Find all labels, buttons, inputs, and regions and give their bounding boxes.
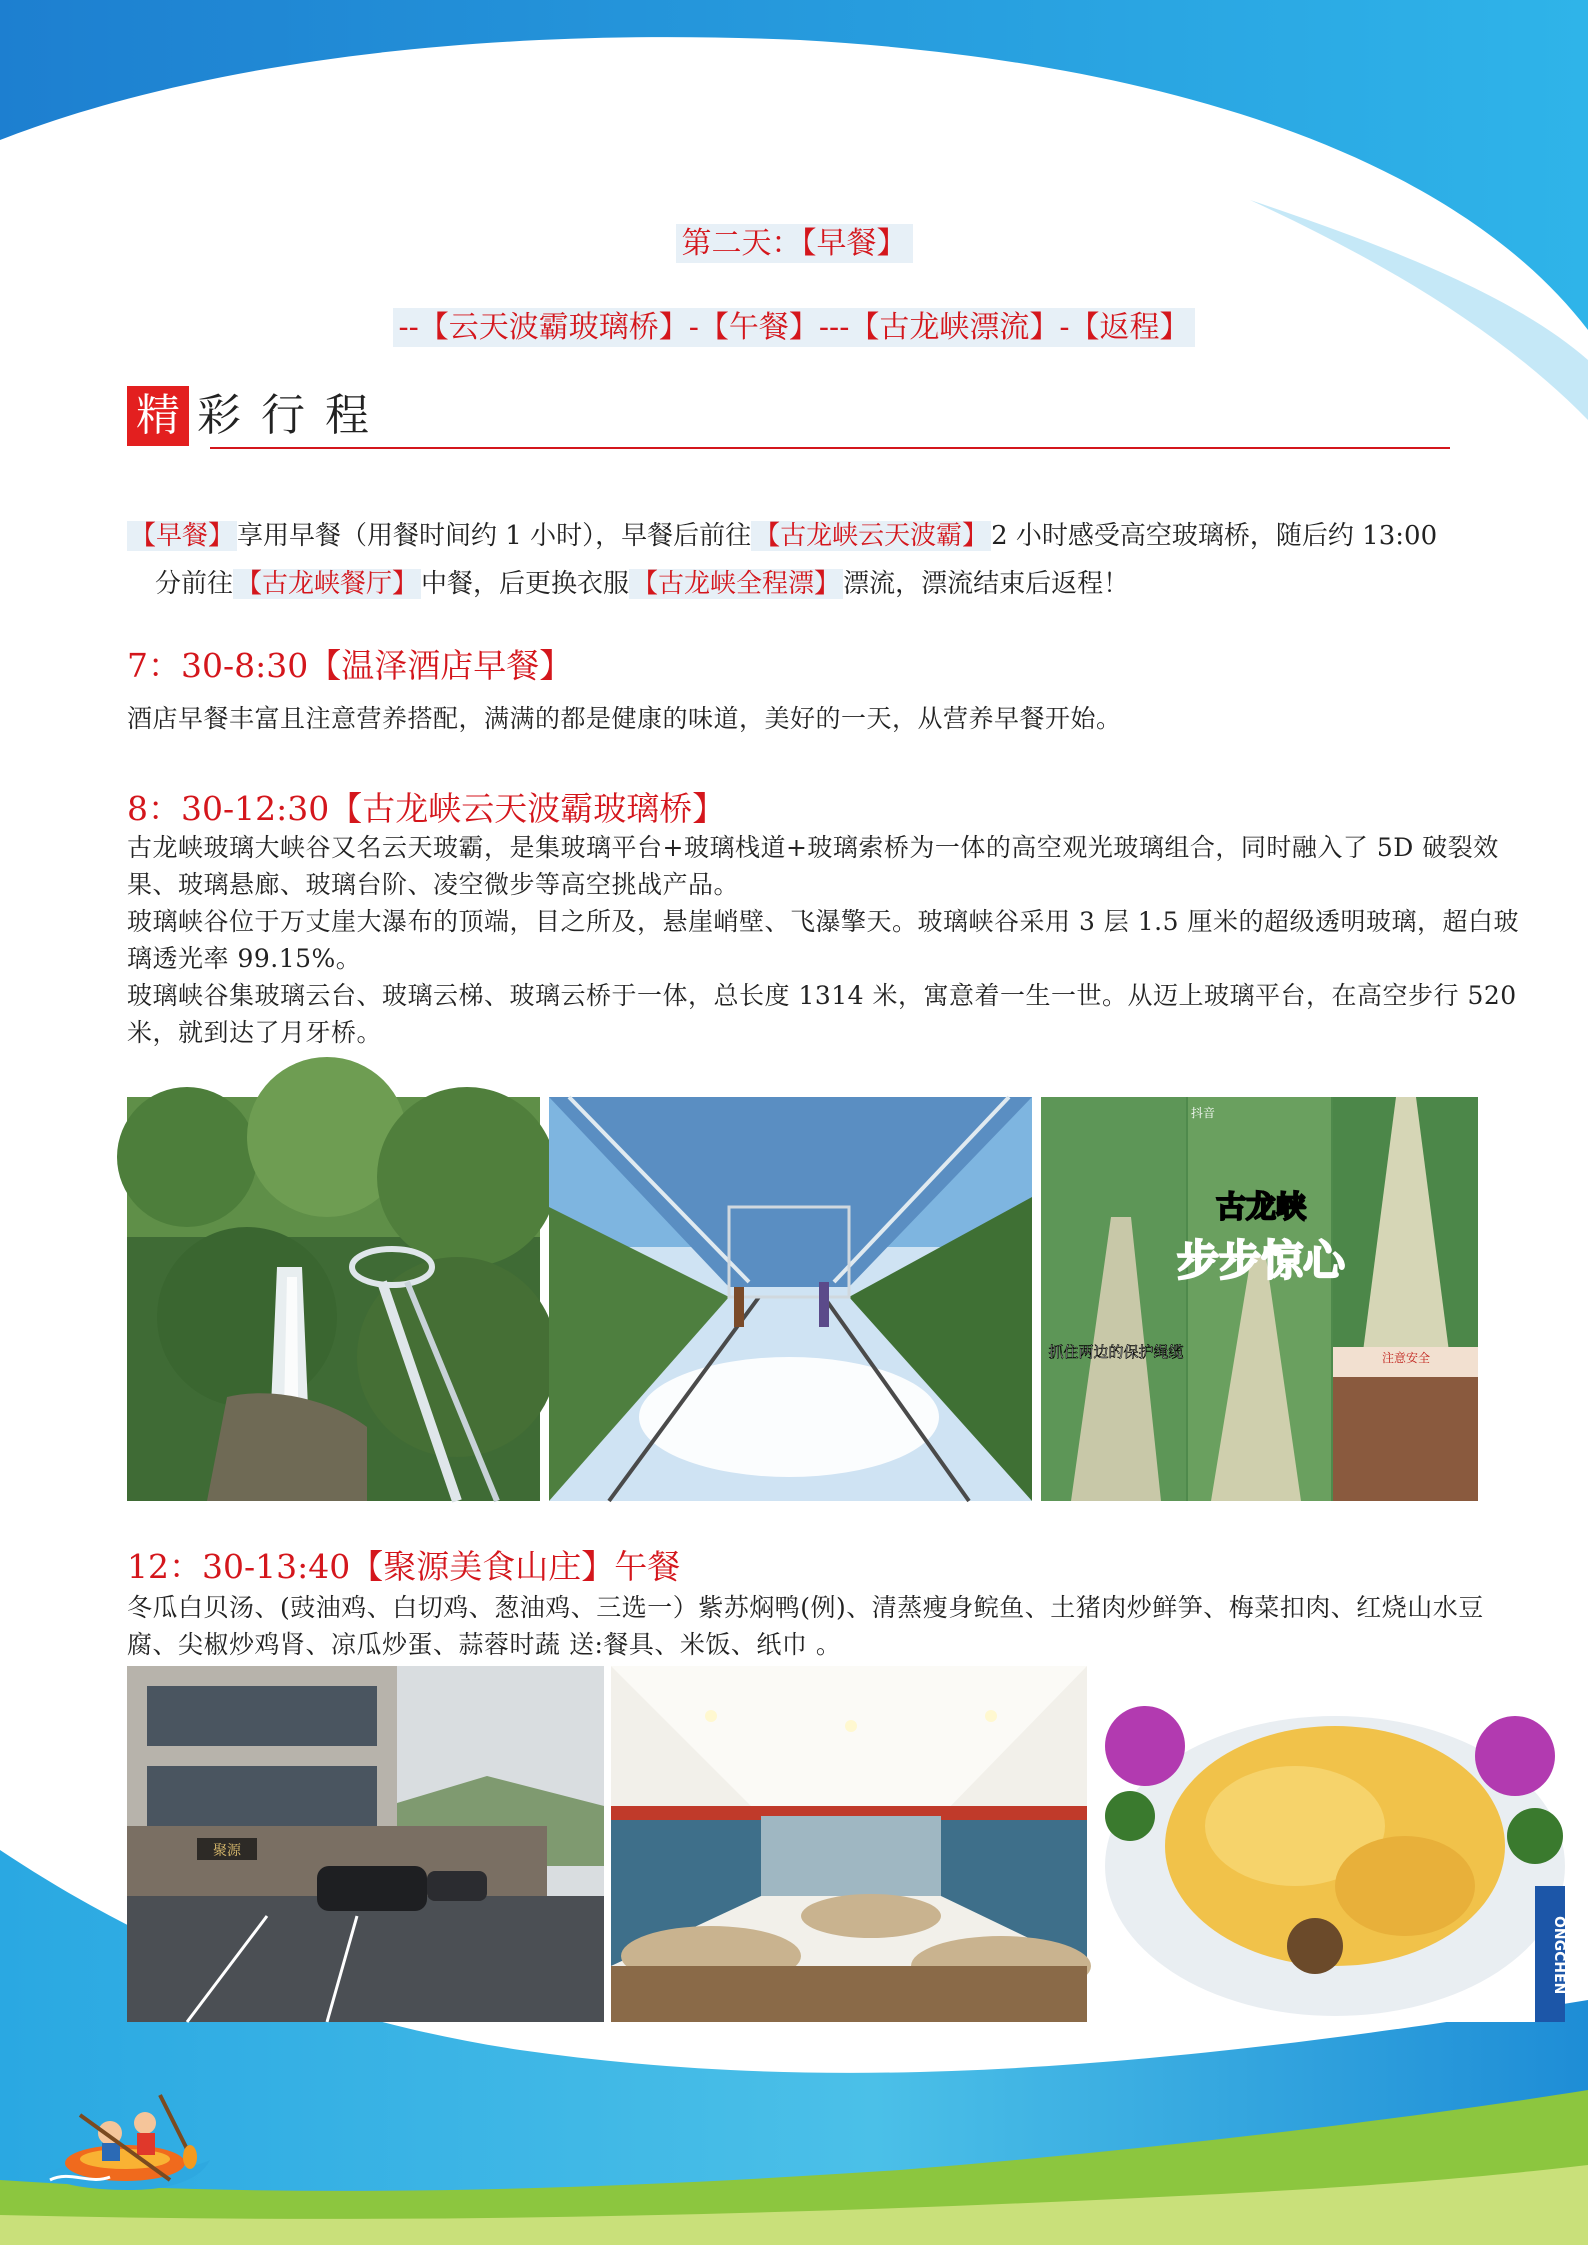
schedule-time-breakfast: 7：30-8:30【温泽酒店早餐】 <box>127 646 573 685</box>
intro-highlight-glass-bridge: 【古龙峡云天波霸】 <box>751 521 991 551</box>
plate-brand: ONGCHEN <box>1551 1916 1567 1995</box>
photo-restaurant-exterior <box>127 1666 604 2022</box>
section-underline <box>210 447 1450 449</box>
intro-highlight-rafting: 【古龙峡全程漂】 <box>629 569 843 599</box>
section-heading <box>127 386 389 446</box>
photo-rope-bridge-collage <box>1041 1097 1478 1501</box>
schedule-text-lunch: 冬瓜白贝汤、(豉油鸡、白切鸡、葱油鸡、三选一）紫苏焖鸭(例)、清蒸瘦身鲩鱼、土猪肉炒鲜笋、梅菜扣肉、红烧山水豆腐、尖椒炒鸡肾、凉瓜炒蛋、蒜蓉时蔬 送:餐具、米饭、纸巾 。 <box>127 1593 1484 1659</box>
restaurant-sign: 聚源 <box>213 1843 241 1859</box>
intro-highlight-restaurant: 【古龙峡餐厅】 <box>233 569 421 599</box>
schedule-text-breakfast: 酒店早餐丰富且注意营养搭配，满满的都是健康的味道，美好的一天，从营养早餐开始。 <box>127 704 1122 733</box>
photo-waterfall-glass-platform <box>127 1097 540 1501</box>
photo-chicken-dish <box>1095 1666 1565 2022</box>
rafting-mascot-icon <box>40 2085 215 2195</box>
photo-overlay-title: 古龙峡 <box>1216 1190 1306 1225</box>
itinerary-intro: 【早餐】 享用早餐（用餐时间约 1 小时），早餐后前往 【古龙峡云天波霸】 2 小时感受高空玻璃桥，随后约 13:00 分前往 【古龙峡餐厅】 中餐，后更换衣服 【古龙峡全程漂】 漂流，漂流结束后返程！ <box>127 512 1527 608</box>
photo-sign-board: 注意安全 <box>1381 1351 1431 1365</box>
day-title: 第二天：【早餐】 <box>0 218 1588 262</box>
photo-glass-walkway <box>549 1097 1032 1501</box>
schedule-time-lunch: 12：30-13:40【聚源美食山庄】午餐 <box>127 1547 681 1586</box>
schedule-text-glass-bridge: 古龙峡玻璃大峡谷又名云天玻霸，是集玻璃平台+玻璃栈道+玻璃索桥为一体的高空观光玻璃组合，同时融入了 5D 破裂效果、玻璃悬廊、玻璃台阶、凌空微步等高空挑战产品。 玻璃峡谷位于万丈崖大瀑布的顶端，目之所及，悬崖峭壁、飞瀑擎天。玻璃峡谷采用 3 层 1.5 厘米的超级透明玻璃，超白玻璃透光率 99.15%。 玻璃峡谷集玻璃云台、玻璃云梯、玻璃云桥于一体，总长度 1314 米，寓意着一生一世。从迈上玻璃平台，在高空步行 520 米，就到达了月牙桥。 <box>127 833 1519 1047</box>
route-title: --【云天波霸玻璃桥】-【午餐】---【古龙峡漂流】-【返程】 <box>0 302 1588 346</box>
intro-highlight-breakfast: 【早餐】 <box>127 521 237 551</box>
photo-overlay-caption: 抓住两边的保护绳缆 <box>1048 1343 1184 1361</box>
section-heading-text: 彩行程 <box>197 390 389 441</box>
photo-watermark: 抖音 <box>1191 1106 1216 1120</box>
section-heading-accent: 精 <box>127 386 189 446</box>
schedule-time-glass-bridge: 8：30-12:30【古龙峡云天波霸玻璃桥】 <box>127 789 726 828</box>
photo-dining-hall <box>611 1666 1087 2022</box>
photo-overlay-subtitle: 步步惊心 <box>1176 1236 1346 1285</box>
